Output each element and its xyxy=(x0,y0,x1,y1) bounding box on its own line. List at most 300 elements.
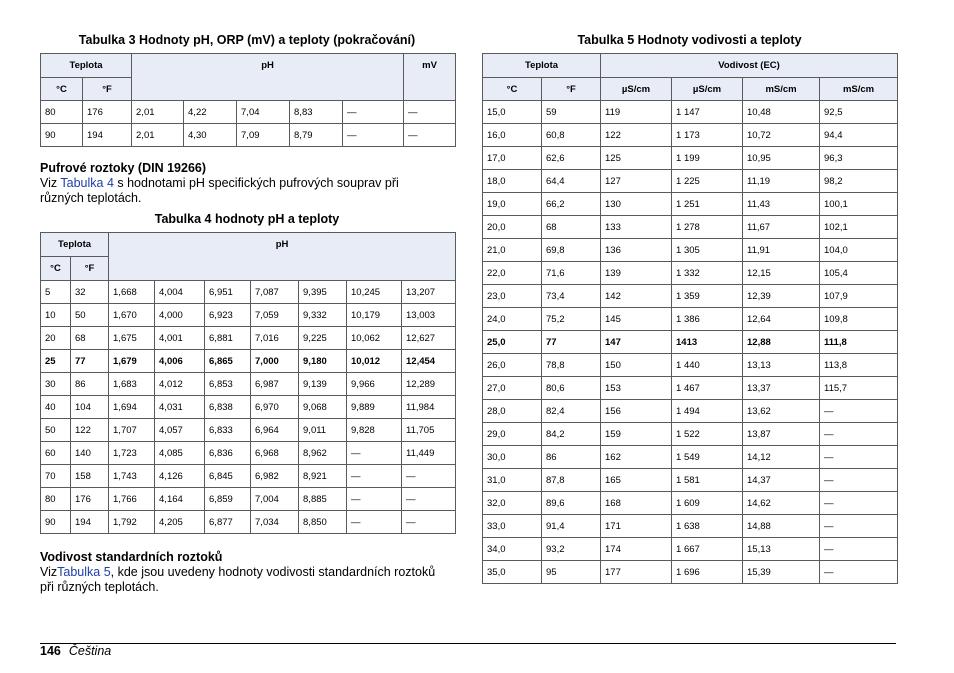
table-cell: — xyxy=(347,442,402,465)
table-cell: 6,838 xyxy=(205,396,251,419)
table-row xyxy=(41,101,456,124)
table-cell: 4,085 xyxy=(155,442,205,465)
table-cell: 1 199 xyxy=(672,147,743,170)
table5-header-us2: µS/cm xyxy=(672,78,743,101)
table-cell: 100,1 xyxy=(820,193,898,216)
table-cell: 4,012 xyxy=(155,373,205,396)
table-cell: 69,8 xyxy=(542,239,601,262)
table-cell: 11,43 xyxy=(743,193,820,216)
table-cell: 156 xyxy=(601,400,672,423)
table-row xyxy=(483,124,898,147)
table5-header-c: °C xyxy=(483,78,542,101)
table-row xyxy=(41,511,456,534)
table3-header-f: °F xyxy=(83,78,132,101)
table-cell: 1 305 xyxy=(672,239,743,262)
table-row xyxy=(483,331,898,354)
table-cell: 7,016 xyxy=(251,327,299,350)
table-cell: 9,139 xyxy=(299,373,347,396)
table-cell: 10,95 xyxy=(743,147,820,170)
table-cell: 7,09 xyxy=(237,124,290,147)
table-cell: 16,0 xyxy=(483,124,542,147)
table-cell: 133 xyxy=(601,216,672,239)
table-cell: 10,179 xyxy=(347,304,402,327)
table-row xyxy=(483,469,898,492)
table-cell: 8,962 xyxy=(299,442,347,465)
table-cell: 4,164 xyxy=(155,488,205,511)
table-cell: 159 xyxy=(601,423,672,446)
table-cell: 86 xyxy=(71,373,109,396)
table-cell: 40 xyxy=(41,396,71,419)
table-row xyxy=(41,373,456,396)
table-cell: 194 xyxy=(71,511,109,534)
table-cell: 140 xyxy=(71,442,109,465)
table-cell: 1 696 xyxy=(672,561,743,584)
table-cell: 7,000 xyxy=(251,350,299,373)
table-cell: 139 xyxy=(601,262,672,285)
table5 xyxy=(482,53,898,584)
table-cell: 30 xyxy=(41,373,71,396)
table-cell: 87,8 xyxy=(542,469,601,492)
table-cell: 7,004 xyxy=(251,488,299,511)
table-cell: 9,332 xyxy=(299,304,347,327)
table-cell: 6,865 xyxy=(205,350,251,373)
table-cell: 86 xyxy=(542,446,601,469)
table-cell: 50 xyxy=(41,419,71,442)
table-cell: 2,01 xyxy=(132,124,184,147)
table-cell: 11,19 xyxy=(743,170,820,193)
table-cell: 4,22 xyxy=(184,101,237,124)
table-row xyxy=(483,538,898,561)
table-cell: 8,921 xyxy=(299,465,347,488)
table-cell: 4,205 xyxy=(155,511,205,534)
table-cell: 1 386 xyxy=(672,308,743,331)
table-cell: 12,627 xyxy=(402,327,456,350)
table-cell: 20 xyxy=(41,327,71,350)
table-cell: — xyxy=(402,488,456,511)
table-cell: 90 xyxy=(41,511,71,534)
table-cell: 1 225 xyxy=(672,170,743,193)
table-cell: 96,3 xyxy=(820,147,898,170)
table-cell: 15,39 xyxy=(743,561,820,584)
table-cell: 19,0 xyxy=(483,193,542,216)
table3 xyxy=(40,53,456,147)
table-cell: 31,0 xyxy=(483,469,542,492)
table-cell: 10,062 xyxy=(347,327,402,350)
table-cell: 6,951 xyxy=(205,281,251,304)
table-cell: 14,37 xyxy=(743,469,820,492)
table-row xyxy=(483,193,898,216)
table-cell: 142 xyxy=(601,285,672,308)
table-cell: 80 xyxy=(41,101,83,124)
table-cell: 8,850 xyxy=(299,511,347,534)
table-cell: 9,011 xyxy=(299,419,347,442)
table-cell: 60,8 xyxy=(542,124,601,147)
table-cell: — xyxy=(347,511,402,534)
buffers-text-pre: Viz xyxy=(40,176,61,190)
table-row xyxy=(41,488,456,511)
table-cell: 9,889 xyxy=(347,396,402,419)
table-cell: 147 xyxy=(601,331,672,354)
table5-body xyxy=(483,101,898,584)
table-cell: 12,39 xyxy=(743,285,820,308)
table-cell: 136 xyxy=(601,239,672,262)
table-cell: — xyxy=(343,124,404,147)
table-cell: 4,126 xyxy=(155,465,205,488)
table-cell: — xyxy=(820,400,898,423)
table-cell: 6,845 xyxy=(205,465,251,488)
table-cell: 11,705 xyxy=(402,419,456,442)
table-cell: 15,13 xyxy=(743,538,820,561)
table4 xyxy=(40,232,456,534)
table-cell: 8,885 xyxy=(299,488,347,511)
table-cell: 15,0 xyxy=(483,101,542,124)
table-cell: 1413 xyxy=(672,331,743,354)
table-cell: 176 xyxy=(83,101,132,124)
table-cell: 59 xyxy=(542,101,601,124)
table-cell: 9,966 xyxy=(347,373,402,396)
table-cell: — xyxy=(343,101,404,124)
table-cell: 127 xyxy=(601,170,672,193)
table-cell: 6,859 xyxy=(205,488,251,511)
table-cell: 1 549 xyxy=(672,446,743,469)
table-cell: 1 359 xyxy=(672,285,743,308)
table-cell: 6,968 xyxy=(251,442,299,465)
table-cell: 9,068 xyxy=(299,396,347,419)
table-cell: 4,006 xyxy=(155,350,205,373)
table-cell: 60 xyxy=(41,442,71,465)
table-cell: — xyxy=(820,446,898,469)
table-cell: 14,12 xyxy=(743,446,820,469)
table-cell: 11,91 xyxy=(743,239,820,262)
table-cell: 168 xyxy=(601,492,672,515)
table-cell: 29,0 xyxy=(483,423,542,446)
table-cell: 13,87 xyxy=(743,423,820,446)
table-cell: 104 xyxy=(71,396,109,419)
table-cell: 1 332 xyxy=(672,262,743,285)
table-cell: 9,828 xyxy=(347,419,402,442)
table-cell: 62,6 xyxy=(542,147,601,170)
table-cell: 109,8 xyxy=(820,308,898,331)
table-cell: 104,0 xyxy=(820,239,898,262)
table-row xyxy=(41,442,456,465)
table-row xyxy=(41,327,456,350)
table-cell: 6,964 xyxy=(251,419,299,442)
table-cell: 1 251 xyxy=(672,193,743,216)
table-cell: 4,057 xyxy=(155,419,205,442)
table-row xyxy=(41,281,456,304)
conductivity-text-pre: Viz xyxy=(40,565,58,579)
table-cell: 94,4 xyxy=(820,124,898,147)
table-row xyxy=(483,492,898,515)
table-cell: 122 xyxy=(601,124,672,147)
table-cell: 4,30 xyxy=(184,124,237,147)
table-cell: 1 147 xyxy=(672,101,743,124)
table-cell: 6,877 xyxy=(205,511,251,534)
table-cell: 10,48 xyxy=(743,101,820,124)
table-cell: 7,04 xyxy=(237,101,290,124)
table3-header-ph: pH xyxy=(132,54,404,101)
table-cell: 89,6 xyxy=(542,492,601,515)
table-cell: 71,6 xyxy=(542,262,601,285)
table-cell: 35,0 xyxy=(483,561,542,584)
buffers-text-post: s hodnotami pH specifických pufrových souprav při různých teplotách. xyxy=(40,176,399,205)
table-cell: 10,72 xyxy=(743,124,820,147)
table-cell: 162 xyxy=(601,446,672,469)
table-cell: 91,4 xyxy=(542,515,601,538)
table-row xyxy=(483,400,898,423)
table-row xyxy=(483,561,898,584)
table-cell: 1,675 xyxy=(109,327,155,350)
table5-header-ms1: mS/cm xyxy=(743,78,820,101)
table-cell: 22,0 xyxy=(483,262,542,285)
table-cell: 1,683 xyxy=(109,373,155,396)
table-row xyxy=(483,170,898,193)
table-cell: 194 xyxy=(83,124,132,147)
table-cell: 28,0 xyxy=(483,400,542,423)
table4-header-c: °C xyxy=(41,257,71,281)
table-cell: 30,0 xyxy=(483,446,542,469)
footer-language: Čeština xyxy=(68,644,112,658)
table-cell: 111,8 xyxy=(820,331,898,354)
table-cell: 25,0 xyxy=(483,331,542,354)
table-cell: — xyxy=(820,561,898,584)
table-cell: 82,4 xyxy=(542,400,601,423)
table-row xyxy=(483,147,898,170)
table-cell: 119 xyxy=(601,101,672,124)
table-cell: 9,225 xyxy=(299,327,347,350)
table-cell: — xyxy=(404,101,456,124)
table4-body xyxy=(41,281,456,534)
table-row xyxy=(483,446,898,469)
table-cell: 171 xyxy=(601,515,672,538)
table-cell: — xyxy=(820,538,898,561)
table-cell: 1,792 xyxy=(109,511,155,534)
table-row xyxy=(483,216,898,239)
table-row xyxy=(41,304,456,327)
table-cell: 20,0 xyxy=(483,216,542,239)
table-cell: 13,003 xyxy=(402,304,456,327)
table-cell: 1,723 xyxy=(109,442,155,465)
table-cell: — xyxy=(820,492,898,515)
table-cell: 13,62 xyxy=(743,400,820,423)
table-cell: 7,059 xyxy=(251,304,299,327)
table-cell: 1,707 xyxy=(109,419,155,442)
table-cell: 176 xyxy=(71,488,109,511)
table-cell: 17,0 xyxy=(483,147,542,170)
table-cell: 1 467 xyxy=(672,377,743,400)
table-cell: 68 xyxy=(542,216,601,239)
table-cell: 1,743 xyxy=(109,465,155,488)
table-cell: — xyxy=(820,469,898,492)
table-cell: — xyxy=(402,465,456,488)
table-cell: 66,2 xyxy=(542,193,601,216)
table-cell: 1,670 xyxy=(109,304,155,327)
table-cell: 27,0 xyxy=(483,377,542,400)
table-cell: 32 xyxy=(71,281,109,304)
table-row xyxy=(41,419,456,442)
table-cell: 1 278 xyxy=(672,216,743,239)
table-cell: 6,833 xyxy=(205,419,251,442)
conductivity-paragraph xyxy=(40,565,452,595)
table-cell: 153 xyxy=(601,377,672,400)
table-cell: 1 173 xyxy=(672,124,743,147)
table-cell: 70 xyxy=(41,465,71,488)
table-cell: 6,982 xyxy=(251,465,299,488)
table-cell: 77 xyxy=(71,350,109,373)
conductivity-heading: Vodivost standardních roztoků xyxy=(40,550,223,564)
table-cell: — xyxy=(820,515,898,538)
table-cell: 150 xyxy=(601,354,672,377)
table-cell: 10 xyxy=(41,304,71,327)
table-cell: 50 xyxy=(71,304,109,327)
table-cell: 75,2 xyxy=(542,308,601,331)
table-cell: 6,923 xyxy=(205,304,251,327)
table-cell: 13,37 xyxy=(743,377,820,400)
table-cell: — xyxy=(404,124,456,147)
table5-header-f: °F xyxy=(542,78,601,101)
table-cell: 32,0 xyxy=(483,492,542,515)
table-cell: 73,4 xyxy=(542,285,601,308)
table-cell: — xyxy=(347,488,402,511)
table-cell: 5 xyxy=(41,281,71,304)
table-cell: 14,88 xyxy=(743,515,820,538)
table-cell: 125 xyxy=(601,147,672,170)
table-row xyxy=(483,515,898,538)
table-cell: 92,5 xyxy=(820,101,898,124)
table5-header-ms2: mS/cm xyxy=(820,78,898,101)
table-cell: 1 638 xyxy=(672,515,743,538)
table-cell: 10,012 xyxy=(347,350,402,373)
table-cell: 12,454 xyxy=(402,350,456,373)
table-cell: 2,01 xyxy=(132,101,184,124)
table-cell: 64,4 xyxy=(542,170,601,193)
table-row xyxy=(483,423,898,446)
table-cell: 14,62 xyxy=(743,492,820,515)
table-cell: 34,0 xyxy=(483,538,542,561)
table3-caption: Tabulka 3 Hodnoty pH, ORP (mV) a teploty (pokračování) xyxy=(78,33,416,47)
table-cell: 6,970 xyxy=(251,396,299,419)
table-row xyxy=(483,262,898,285)
table-cell: 12,64 xyxy=(743,308,820,331)
table-cell: 10,245 xyxy=(347,281,402,304)
table-cell: 12,289 xyxy=(402,373,456,396)
table-cell: 11,984 xyxy=(402,396,456,419)
table4-header-ph: pH xyxy=(109,233,456,281)
table-cell: 98,2 xyxy=(820,170,898,193)
table-cell: 1,668 xyxy=(109,281,155,304)
table-cell: 25 xyxy=(41,350,71,373)
table4-header-teplota: Teplota xyxy=(41,233,109,257)
table-cell: 6,987 xyxy=(251,373,299,396)
table-cell: 24,0 xyxy=(483,308,542,331)
table-row xyxy=(41,396,456,419)
table-cell: 1 522 xyxy=(672,423,743,446)
table-cell: 26,0 xyxy=(483,354,542,377)
table3-header-teplota: Teplota xyxy=(41,54,132,78)
conductivity-text-post: , kde jsou uvedeny hodnoty vodivosti standardních roztoků při různých teplotách. xyxy=(40,565,436,594)
table-cell: 90 xyxy=(41,124,83,147)
table-cell: 95 xyxy=(542,561,601,584)
table-cell: 158 xyxy=(71,465,109,488)
table-cell: 6,853 xyxy=(205,373,251,396)
table-cell: 11,67 xyxy=(743,216,820,239)
table5-header-ec: Vodivost (EC) xyxy=(601,54,898,78)
table-cell: 1,766 xyxy=(109,488,155,511)
table-cell: 7,034 xyxy=(251,511,299,534)
table-row xyxy=(483,101,898,124)
table-cell: 9,180 xyxy=(299,350,347,373)
table-cell: — xyxy=(820,423,898,446)
table-cell: 1 581 xyxy=(672,469,743,492)
table-cell: 13,207 xyxy=(402,281,456,304)
table-cell: 6,881 xyxy=(205,327,251,350)
table-cell: 113,8 xyxy=(820,354,898,377)
tabulka5-link[interactable]: Tabulka 5 xyxy=(57,565,111,579)
table3-header-mv: mV xyxy=(404,54,456,101)
page-footer xyxy=(40,644,111,658)
table-cell: — xyxy=(347,465,402,488)
table-cell: 1 440 xyxy=(672,354,743,377)
table-row xyxy=(483,239,898,262)
table3-body xyxy=(41,101,456,147)
buffers-paragraph xyxy=(40,176,435,206)
table-cell: 33,0 xyxy=(483,515,542,538)
table-cell: 80 xyxy=(41,488,71,511)
table-cell: 21,0 xyxy=(483,239,542,262)
table-cell: 4,004 xyxy=(155,281,205,304)
table-cell: 102,1 xyxy=(820,216,898,239)
table-cell: 165 xyxy=(601,469,672,492)
table-cell: 7,087 xyxy=(251,281,299,304)
table-cell: 9,395 xyxy=(299,281,347,304)
table-cell: 4,001 xyxy=(155,327,205,350)
buffers-heading: Pufrové roztoky (DIN 19266) xyxy=(40,161,207,175)
table-cell: 84,2 xyxy=(542,423,601,446)
table-cell: 80,6 xyxy=(542,377,601,400)
table-cell: 77 xyxy=(542,331,601,354)
table-cell: 174 xyxy=(601,538,672,561)
table-cell: 23,0 xyxy=(483,285,542,308)
table-row xyxy=(483,354,898,377)
table-cell: 18,0 xyxy=(483,170,542,193)
table-row xyxy=(41,124,456,147)
table-cell: 1 667 xyxy=(672,538,743,561)
table5-header-teplota: Teplota xyxy=(483,54,601,78)
table-cell: 4,000 xyxy=(155,304,205,327)
table-cell: 130 xyxy=(601,193,672,216)
table-cell: — xyxy=(402,511,456,534)
table-cell: 12,15 xyxy=(743,262,820,285)
table-cell: 11,449 xyxy=(402,442,456,465)
table-cell: 1 494 xyxy=(672,400,743,423)
table-row xyxy=(483,285,898,308)
table-cell: 115,7 xyxy=(820,377,898,400)
table5-header-us1: µS/cm xyxy=(601,78,672,101)
table-cell: 78,8 xyxy=(542,354,601,377)
table-cell: 1,679 xyxy=(109,350,155,373)
table-cell: 107,9 xyxy=(820,285,898,308)
footer-divider xyxy=(40,643,896,644)
table-cell: 105,4 xyxy=(820,262,898,285)
tabulka4-link[interactable]: Tabulka 4 xyxy=(60,176,114,190)
table-cell: 1 609 xyxy=(672,492,743,515)
table-cell: 13,13 xyxy=(743,354,820,377)
table-row xyxy=(483,377,898,400)
table-cell: 4,031 xyxy=(155,396,205,419)
table-cell: 12,88 xyxy=(743,331,820,354)
table-row xyxy=(41,465,456,488)
table-cell: 145 xyxy=(601,308,672,331)
